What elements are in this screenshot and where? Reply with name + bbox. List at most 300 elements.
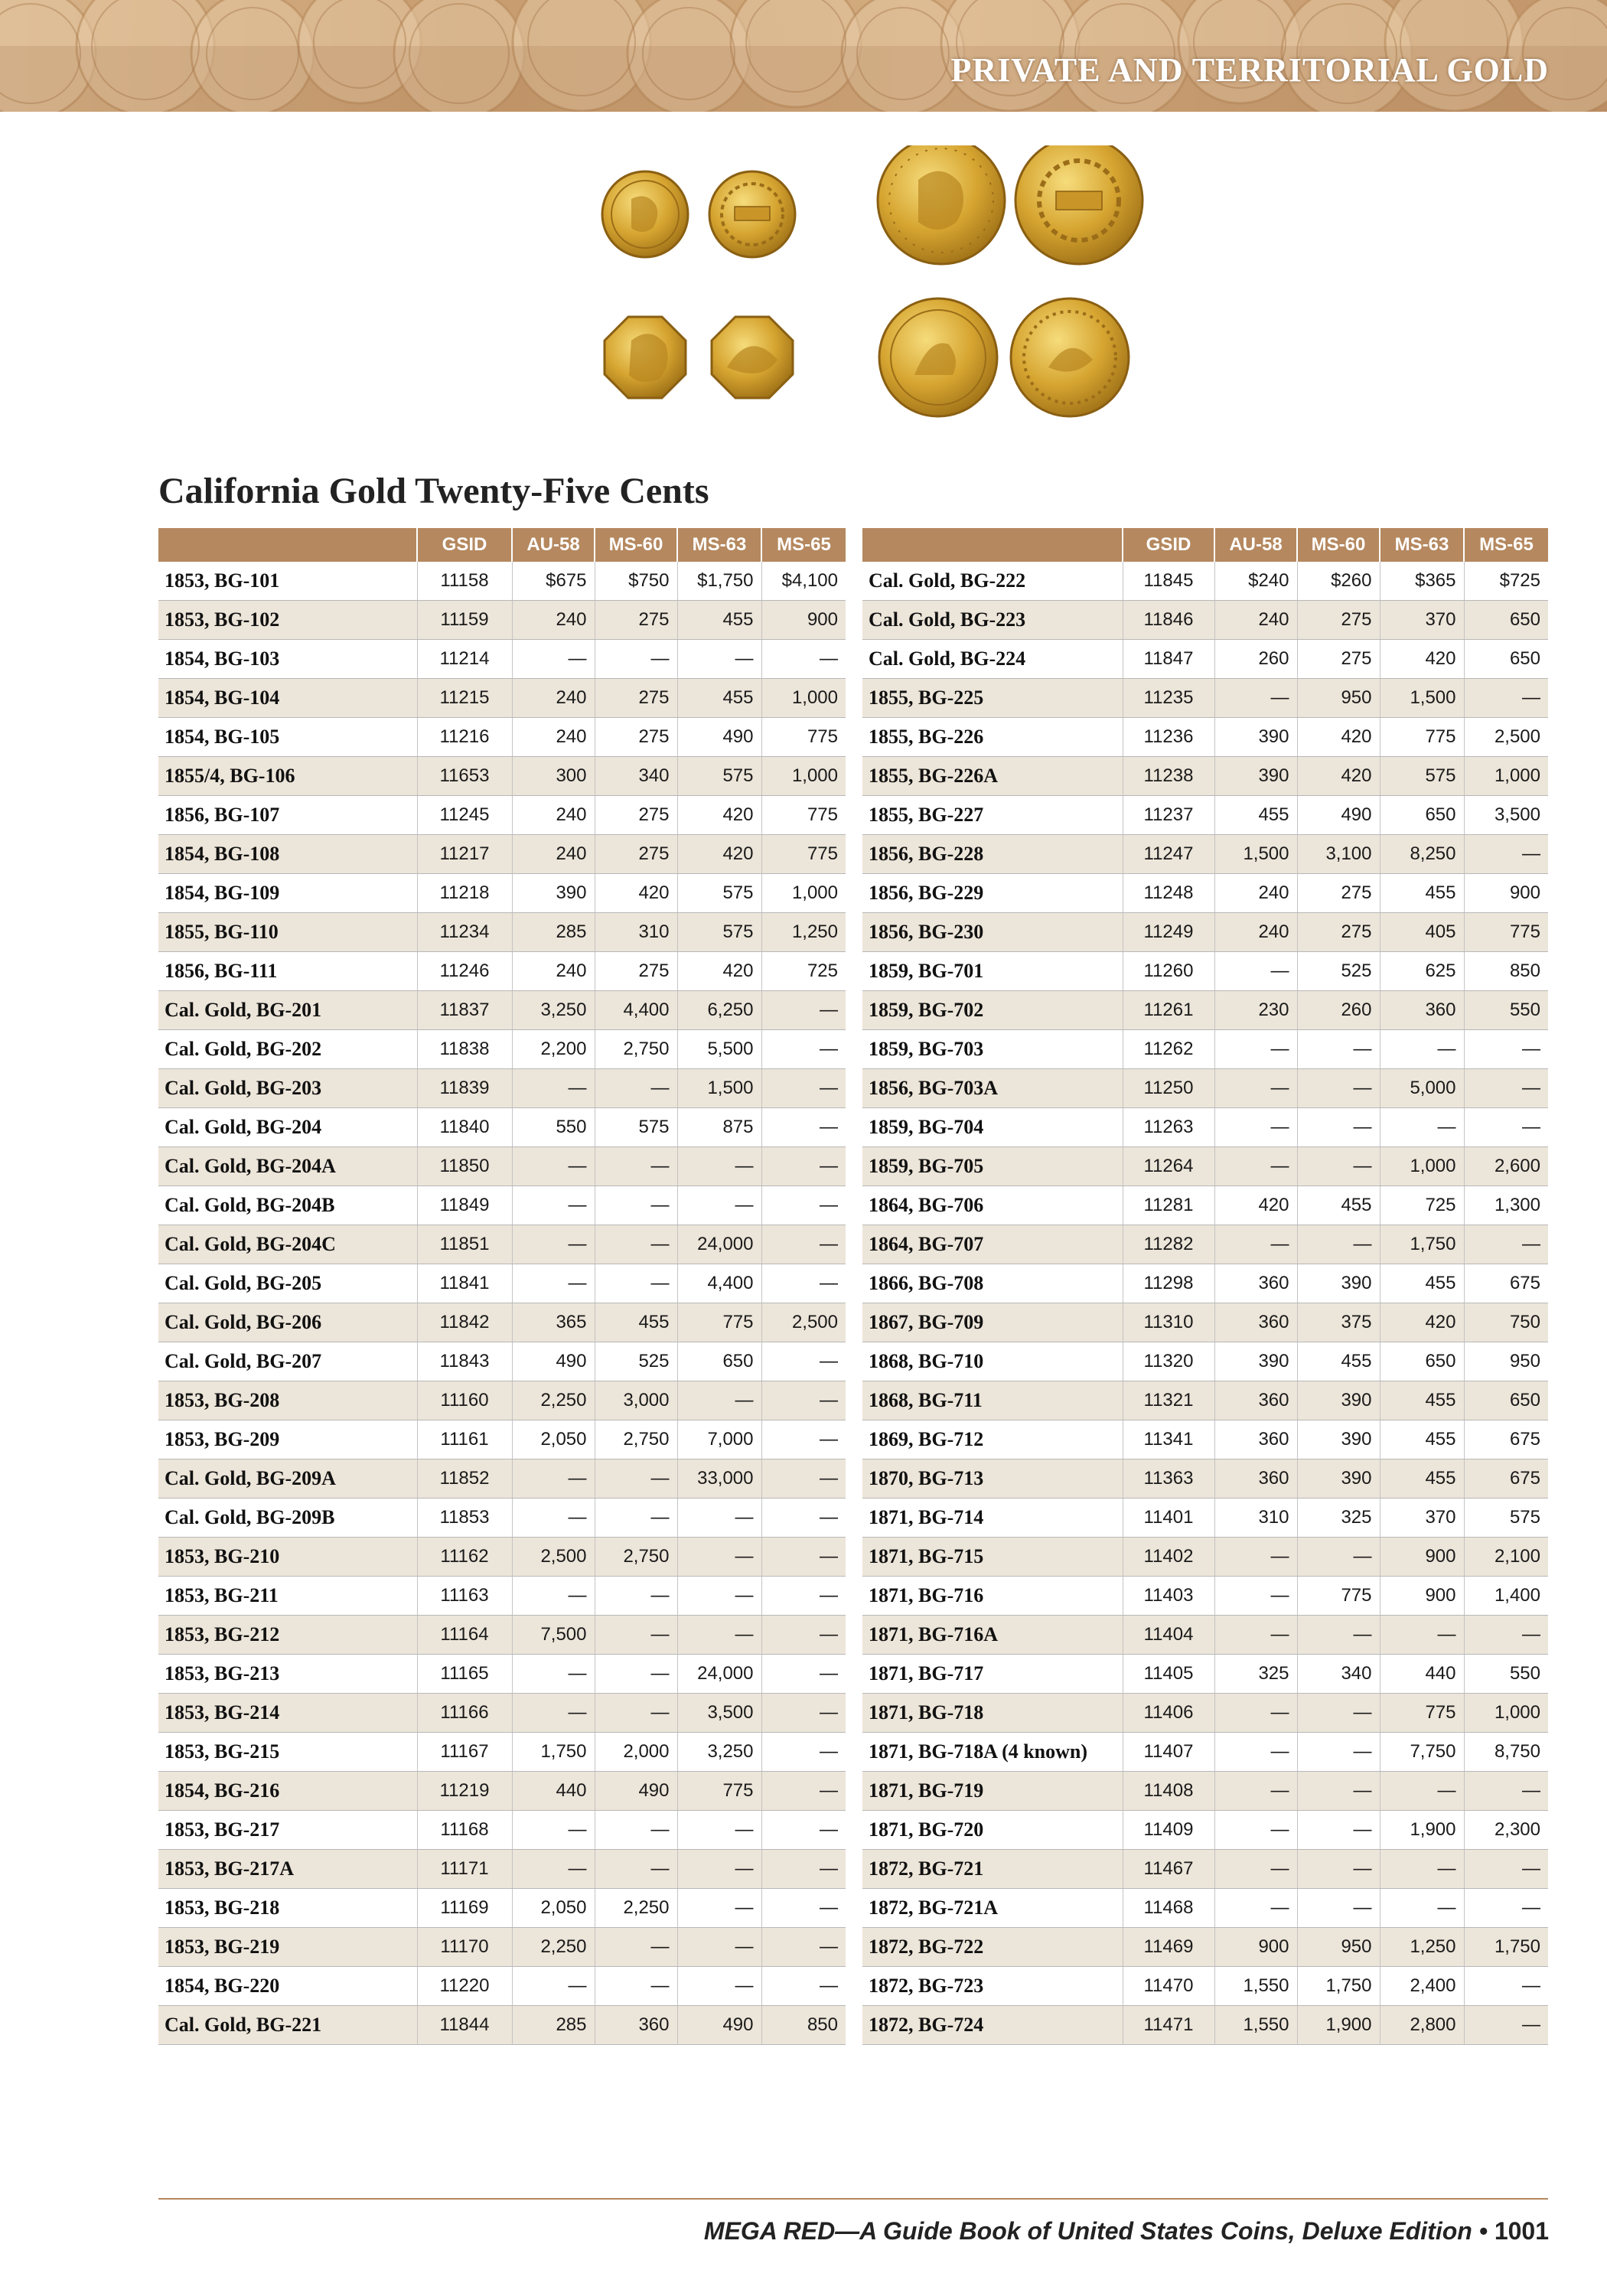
au58-cell: — [1214, 1069, 1297, 1108]
gsid-cell: 11845 [1123, 562, 1214, 601]
ms60-cell: 275 [595, 601, 677, 640]
au58-cell: 360 [1214, 1303, 1297, 1342]
variety-cell: 1855, BG-225 [862, 679, 1123, 718]
table-row [158, 1108, 846, 1147]
table-row [862, 1303, 1548, 1342]
table-header-row [158, 528, 846, 562]
variety-cell: 1855, BG-226A [862, 757, 1123, 796]
header-ms65: MS-65 [1464, 528, 1548, 562]
ms65-cell: 2,500 [1464, 718, 1548, 757]
gsid-cell: 11851 [417, 1225, 512, 1264]
ms63-cell: 420 [1380, 640, 1464, 679]
ms60-cell: 490 [595, 1772, 677, 1811]
variety-cell: 1871, BG-715 [862, 1538, 1123, 1577]
au58-cell: 390 [1214, 1342, 1297, 1381]
ms60-cell: — [595, 1616, 677, 1655]
coin-images [0, 145, 1607, 475]
ms63-cell: 405 [1380, 913, 1464, 952]
table-row [158, 1538, 846, 1577]
variety-cell: Cal. Gold, BG-209A [158, 1459, 417, 1499]
au58-cell: 240 [512, 952, 595, 991]
table-row [862, 913, 1548, 952]
ms63-cell: 455 [677, 679, 761, 718]
variety-cell: 1853, BG-102 [158, 601, 417, 640]
ms60-cell: 3,100 [1297, 835, 1380, 874]
au58-cell: 390 [1214, 718, 1297, 757]
ms65-cell: — [761, 1030, 846, 1069]
ms60-cell: 340 [595, 757, 677, 796]
ms60-cell: 950 [1297, 679, 1380, 718]
ms65-cell: — [761, 1616, 846, 1655]
variety-cell: 1853, BG-208 [158, 1381, 417, 1420]
gsid-cell: 11844 [417, 2006, 512, 2045]
ms63-cell: 5,500 [677, 1030, 761, 1069]
footer-book-title: MEGA RED—A Guide Book of United States Coins, Deluxe Edition [703, 2217, 1472, 2245]
ms60-cell: 575 [595, 1108, 677, 1147]
au58-cell: 360 [1214, 1420, 1297, 1459]
au58-cell: 300 [512, 757, 595, 796]
ms63-cell: 8,250 [1380, 835, 1464, 874]
table-row [862, 1420, 1548, 1459]
variety-cell: Cal. Gold, BG-207 [158, 1342, 417, 1381]
ms60-cell: 325 [1297, 1499, 1380, 1538]
variety-cell: 1853, BG-218 [158, 1889, 417, 1928]
table-row [158, 1303, 846, 1342]
ms60-cell: 275 [595, 796, 677, 835]
ms65-cell: 775 [761, 796, 846, 835]
variety-cell: 1859, BG-704 [862, 1108, 1123, 1147]
au58-cell: — [1214, 1108, 1297, 1147]
ms65-cell: 575 [1464, 1499, 1548, 1538]
variety-cell: 1871, BG-718A (4 known) [862, 1733, 1123, 1772]
table-row [862, 757, 1548, 796]
au58-cell: 310 [1214, 1499, 1297, 1538]
coin-one-dollar-wreath-reverse [1015, 145, 1143, 264]
au58-cell: 260 [1214, 640, 1297, 679]
ms63-cell: 650 [1380, 796, 1464, 835]
table-row [862, 718, 1548, 757]
gsid-cell: 11162 [417, 1538, 512, 1577]
table-row [158, 1030, 846, 1069]
au58-cell: 490 [512, 1342, 595, 1381]
variety-cell: 1856, BG-703A [862, 1069, 1123, 1108]
gsid-cell: 11850 [417, 1147, 512, 1186]
ms65-cell: 650 [1464, 601, 1548, 640]
ms65-cell: 900 [1464, 874, 1548, 913]
variety-cell: 1853, BG-210 [158, 1538, 417, 1577]
au58-cell: — [512, 1186, 595, 1225]
gsid-cell: 11218 [417, 874, 512, 913]
variety-cell: 1854, BG-108 [158, 835, 417, 874]
ms63-cell: — [677, 1499, 761, 1538]
au58-cell: 240 [512, 718, 595, 757]
variety-cell: 1872, BG-723 [862, 1967, 1123, 2006]
ms63-cell: 5,000 [1380, 1069, 1464, 1108]
footer-divider [158, 2198, 1548, 2200]
ms65-cell: — [761, 1069, 846, 1108]
au58-cell: 360 [1214, 1459, 1297, 1499]
ms65-cell: 3,500 [1464, 796, 1548, 835]
variety-cell: 1856, BG-107 [158, 796, 417, 835]
table-row [158, 1889, 846, 1928]
au58-cell: 2,250 [512, 1381, 595, 1420]
ms60-cell: 490 [1297, 796, 1380, 835]
variety-cell: 1853, BG-212 [158, 1616, 417, 1655]
gsid-cell: 11852 [417, 1459, 512, 1499]
variety-cell: 1853, BG-101 [158, 562, 417, 601]
gsid-cell: 11236 [1123, 718, 1214, 757]
variety-cell: 1864, BG-706 [862, 1186, 1123, 1225]
ms63-cell: 6,250 [677, 991, 761, 1030]
ms60-cell: — [1297, 1147, 1380, 1186]
au58-cell: 2,250 [512, 1928, 595, 1967]
ms65-cell: — [761, 1420, 846, 1459]
ms63-cell: 900 [1380, 1538, 1464, 1577]
ms63-cell: 1,250 [1380, 1928, 1464, 1967]
table-row [158, 835, 846, 874]
variety-cell: 1853, BG-213 [158, 1655, 417, 1694]
ms65-cell: — [1464, 1889, 1548, 1928]
ms63-cell: 370 [1380, 601, 1464, 640]
ms65-cell: — [761, 1889, 846, 1928]
ms63-cell: 1,900 [1380, 1811, 1464, 1850]
au58-cell: 240 [512, 796, 595, 835]
variety-cell: Cal. Gold, BG-204 [158, 1108, 417, 1147]
table-row [862, 1850, 1548, 1889]
variety-cell: 1854, BG-216 [158, 1772, 417, 1811]
ms60-cell: — [595, 1069, 677, 1108]
au58-cell: — [1214, 1577, 1297, 1616]
au58-cell: — [1214, 1772, 1297, 1811]
variety-cell: 1859, BG-703 [862, 1030, 1123, 1069]
variety-cell: 1853, BG-217 [158, 1811, 417, 1850]
variety-cell: 1856, BG-228 [862, 835, 1123, 874]
ms60-cell: — [595, 1459, 677, 1499]
table-row [158, 679, 846, 718]
au58-cell: 550 [512, 1108, 595, 1147]
table-row [158, 1420, 846, 1459]
gsid-cell: 11161 [417, 1420, 512, 1459]
table-row [158, 1616, 846, 1655]
ms60-cell: — [1297, 1616, 1380, 1655]
variety-cell: 1854, BG-105 [158, 718, 417, 757]
ms63-cell: 7,000 [677, 1420, 761, 1459]
au58-cell: 390 [512, 874, 595, 913]
au58-cell: 285 [512, 2006, 595, 2045]
gsid-cell: 11838 [417, 1030, 512, 1069]
gsid-cell: 11341 [1123, 1420, 1214, 1459]
header-au58: AU-58 [512, 528, 595, 562]
page-number: 1001 [1494, 2217, 1549, 2245]
table-row [158, 913, 846, 952]
table-row [862, 1616, 1548, 1655]
ms63-cell: — [677, 1147, 761, 1186]
table-row [862, 679, 1548, 718]
au58-cell: 360 [1214, 1381, 1297, 1420]
ms60-cell: — [595, 1147, 677, 1186]
variety-cell: 1872, BG-724 [862, 2006, 1123, 2045]
table-row [158, 1499, 846, 1538]
coin-liberty-small-obverse [602, 171, 688, 257]
header-variety [862, 528, 1123, 562]
ms60-cell: 455 [1297, 1342, 1380, 1381]
ms60-cell: 275 [595, 679, 677, 718]
au58-cell: — [512, 1499, 595, 1538]
ms65-cell: 2,600 [1464, 1147, 1548, 1186]
variety-cell: Cal. Gold, BG-201 [158, 991, 417, 1030]
gsid-cell: 11261 [1123, 991, 1214, 1030]
ms63-cell: 360 [1380, 991, 1464, 1030]
ms65-cell: — [761, 1342, 846, 1381]
variety-cell: 1871, BG-717 [862, 1655, 1123, 1694]
ms65-cell: — [761, 1225, 846, 1264]
ms63-cell: $1,750 [677, 562, 761, 601]
ms63-cell: 455 [1380, 1264, 1464, 1303]
table-row [862, 835, 1548, 874]
ms63-cell: — [677, 1811, 761, 1850]
table-row [158, 1694, 846, 1733]
header-ms60: MS-60 [1297, 528, 1380, 562]
gsid-cell: 11214 [417, 640, 512, 679]
table-row [158, 1928, 846, 1967]
ms65-cell: — [1464, 1069, 1548, 1108]
ms63-cell: — [677, 1186, 761, 1225]
ms60-cell: $750 [595, 562, 677, 601]
table-row [158, 2006, 846, 2045]
table-row [158, 757, 846, 796]
ms63-cell: 455 [1380, 1459, 1464, 1499]
ms60-cell: 420 [1297, 757, 1380, 796]
ms65-cell: — [1464, 679, 1548, 718]
au58-cell: — [1214, 1850, 1297, 1889]
ms60-cell: 275 [1297, 601, 1380, 640]
gsid-cell: 11837 [417, 991, 512, 1030]
table-row [158, 1655, 846, 1694]
ms63-cell: 4,400 [677, 1264, 761, 1303]
au58-cell: 440 [512, 1772, 595, 1811]
au58-cell: 1,550 [1214, 2006, 1297, 2045]
ms65-cell: 8,750 [1464, 1733, 1548, 1772]
ms63-cell: — [677, 1850, 761, 1889]
ms63-cell: — [677, 1616, 761, 1655]
ms60-cell: — [595, 1811, 677, 1850]
gsid-cell: 11250 [1123, 1069, 1214, 1108]
ms60-cell: — [1297, 1108, 1380, 1147]
table-row [862, 1030, 1548, 1069]
gsid-cell: 11166 [417, 1694, 512, 1733]
ms63-cell: 24,000 [677, 1225, 761, 1264]
variety-cell: 1859, BG-702 [862, 991, 1123, 1030]
ms63-cell: 725 [1380, 1186, 1464, 1225]
ms60-cell: — [595, 1499, 677, 1538]
gsid-cell: 11245 [417, 796, 512, 835]
ms65-cell: — [761, 1147, 846, 1186]
au58-cell: 1,500 [1214, 835, 1297, 874]
ms65-cell: 850 [1464, 952, 1548, 991]
ms65-cell: 1,250 [761, 913, 846, 952]
ms63-cell: — [677, 1577, 761, 1616]
ms63-cell: 420 [677, 796, 761, 835]
au58-cell: 240 [1214, 874, 1297, 913]
table-row [862, 952, 1548, 991]
ms60-cell: 1,900 [1297, 2006, 1380, 2045]
table-row [862, 640, 1548, 679]
gsid-cell: 11408 [1123, 1772, 1214, 1811]
variety-cell: Cal. Gold, BG-224 [862, 640, 1123, 679]
gsid-cell: 11842 [417, 1303, 512, 1342]
variety-cell: 1859, BG-701 [862, 952, 1123, 991]
gsid-cell: 11320 [1123, 1342, 1214, 1381]
ms65-cell: — [761, 991, 846, 1030]
ms63-cell: $365 [1380, 562, 1464, 601]
au58-cell: — [1214, 1733, 1297, 1772]
variety-cell: 1867, BG-709 [862, 1303, 1123, 1342]
ms65-cell: 650 [1464, 1381, 1548, 1420]
variety-cell: 1871, BG-719 [862, 1772, 1123, 1811]
table-row [158, 640, 846, 679]
variety-cell: 1853, BG-214 [158, 1694, 417, 1733]
ms63-cell: 370 [1380, 1499, 1464, 1538]
variety-cell: 1853, BG-215 [158, 1733, 417, 1772]
variety-cell: 1854, BG-109 [158, 874, 417, 913]
au58-cell: 1,550 [1214, 1967, 1297, 2006]
gsid-cell: 11219 [417, 1772, 512, 1811]
variety-cell: Cal. Gold, BG-206 [158, 1303, 417, 1342]
ms63-cell: 1,500 [677, 1069, 761, 1108]
gsid-cell: 11846 [1123, 601, 1214, 640]
ms60-cell: — [595, 1225, 677, 1264]
ms60-cell: — [1297, 1030, 1380, 1069]
ms65-cell: — [1464, 1850, 1548, 1889]
ms63-cell: 1,500 [1380, 679, 1464, 718]
header-ms60: MS-60 [595, 528, 677, 562]
ms65-cell: 900 [761, 601, 846, 640]
gsid-cell: 11167 [417, 1733, 512, 1772]
ms65-cell: — [1464, 1225, 1548, 1264]
ms63-cell: 420 [677, 835, 761, 874]
variety-cell: 1871, BG-718 [862, 1694, 1123, 1733]
au58-cell: 900 [1214, 1928, 1297, 1967]
ms63-cell: 2,800 [1380, 2006, 1464, 2045]
ms63-cell: — [677, 640, 761, 679]
variety-cell: 1864, BG-707 [862, 1225, 1123, 1264]
ms63-cell: 7,750 [1380, 1733, 1464, 1772]
ms60-cell: 375 [1297, 1303, 1380, 1342]
coin-seated-figure-obverse [879, 298, 997, 416]
ms60-cell: 4,400 [595, 991, 677, 1030]
gsid-cell: 11281 [1123, 1186, 1214, 1225]
ms65-cell: 675 [1464, 1420, 1548, 1459]
price-table-right [862, 528, 1548, 2045]
au58-cell: 285 [512, 913, 595, 952]
ms60-cell: — [1297, 1889, 1380, 1928]
ms60-cell: — [1297, 1850, 1380, 1889]
au58-cell: 2,050 [512, 1420, 595, 1459]
gsid-cell: 11853 [417, 1499, 512, 1538]
gsid-cell: 11235 [1123, 679, 1214, 718]
ms60-cell: 420 [1297, 718, 1380, 757]
ms65-cell: — [761, 1928, 846, 1967]
ms60-cell: 390 [1297, 1264, 1380, 1303]
ms65-cell: 650 [1464, 640, 1548, 679]
ms60-cell: — [1297, 1694, 1380, 1733]
ms65-cell: — [761, 1538, 846, 1577]
au58-cell: — [512, 640, 595, 679]
au58-cell: 3,250 [512, 991, 595, 1030]
variety-cell: 1868, BG-711 [862, 1381, 1123, 1420]
table-row [158, 1459, 846, 1499]
running-header: PRIVATE AND TERRITORIAL GOLD [950, 51, 1549, 89]
variety-cell: 1866, BG-708 [862, 1264, 1123, 1303]
header-ms63: MS-63 [1380, 528, 1464, 562]
coin-eagle-reverse [1011, 298, 1129, 416]
au58-cell: — [1214, 1694, 1297, 1733]
ms65-cell: 1,000 [761, 874, 846, 913]
coin-dollar-small-reverse [709, 171, 795, 257]
gsid-cell: 11169 [417, 1889, 512, 1928]
variety-cell: 1855, BG-227 [862, 796, 1123, 835]
ms60-cell: 260 [1297, 991, 1380, 1030]
gsid-cell: 11171 [417, 1850, 512, 1889]
variety-cell: 1872, BG-721 [862, 1850, 1123, 1889]
table-row [862, 1264, 1548, 1303]
ms65-cell: — [761, 1499, 846, 1538]
ms60-cell: — [1297, 1538, 1380, 1577]
variety-cell: 1872, BG-721A [862, 1889, 1123, 1928]
ms60-cell: 2,750 [595, 1030, 677, 1069]
table-row [158, 1342, 846, 1381]
au58-cell: 240 [512, 679, 595, 718]
ms63-cell: 650 [677, 1342, 761, 1381]
au58-cell: — [1214, 679, 1297, 718]
ms60-cell: 2,250 [595, 1889, 677, 1928]
table-row [158, 1225, 846, 1264]
au58-cell: 240 [512, 601, 595, 640]
variety-cell: 1871, BG-720 [862, 1811, 1123, 1850]
au58-cell: 360 [1214, 1264, 1297, 1303]
ms65-cell: 2,100 [1464, 1538, 1548, 1577]
gsid-cell: 11165 [417, 1655, 512, 1694]
ms63-cell: 775 [1380, 1694, 1464, 1733]
variety-cell: 1871, BG-716A [862, 1616, 1123, 1655]
ms65-cell: — [761, 1381, 846, 1420]
ms65-cell: — [761, 1733, 846, 1772]
table-row [862, 1225, 1548, 1264]
gsid-cell: 11470 [1123, 1967, 1214, 2006]
variety-cell: 1854, BG-104 [158, 679, 417, 718]
ms65-cell: $4,100 [761, 562, 846, 601]
ms60-cell: 310 [595, 913, 677, 952]
ms63-cell: 1,750 [1380, 1225, 1464, 1264]
ms65-cell: 675 [1464, 1264, 1548, 1303]
ms65-cell: — [761, 1850, 846, 1889]
ms60-cell: — [1297, 1733, 1380, 1772]
ms60-cell: — [1297, 1811, 1380, 1850]
gsid-cell: 11401 [1123, 1499, 1214, 1538]
au58-cell: 2,200 [512, 1030, 595, 1069]
ms63-cell: 875 [677, 1108, 761, 1147]
ms63-cell: 575 [1380, 757, 1464, 796]
ms63-cell: 575 [677, 757, 761, 796]
ms60-cell: — [595, 1264, 677, 1303]
gsid-cell: 11469 [1123, 1928, 1214, 1967]
ms60-cell: — [595, 1694, 677, 1733]
ms60-cell: 775 [1297, 1577, 1380, 1616]
gsid-cell: 11220 [417, 1967, 512, 2006]
ms63-cell: 24,000 [677, 1655, 761, 1694]
gsid-cell: 11405 [1123, 1655, 1214, 1694]
ms60-cell: 2,750 [595, 1420, 677, 1459]
